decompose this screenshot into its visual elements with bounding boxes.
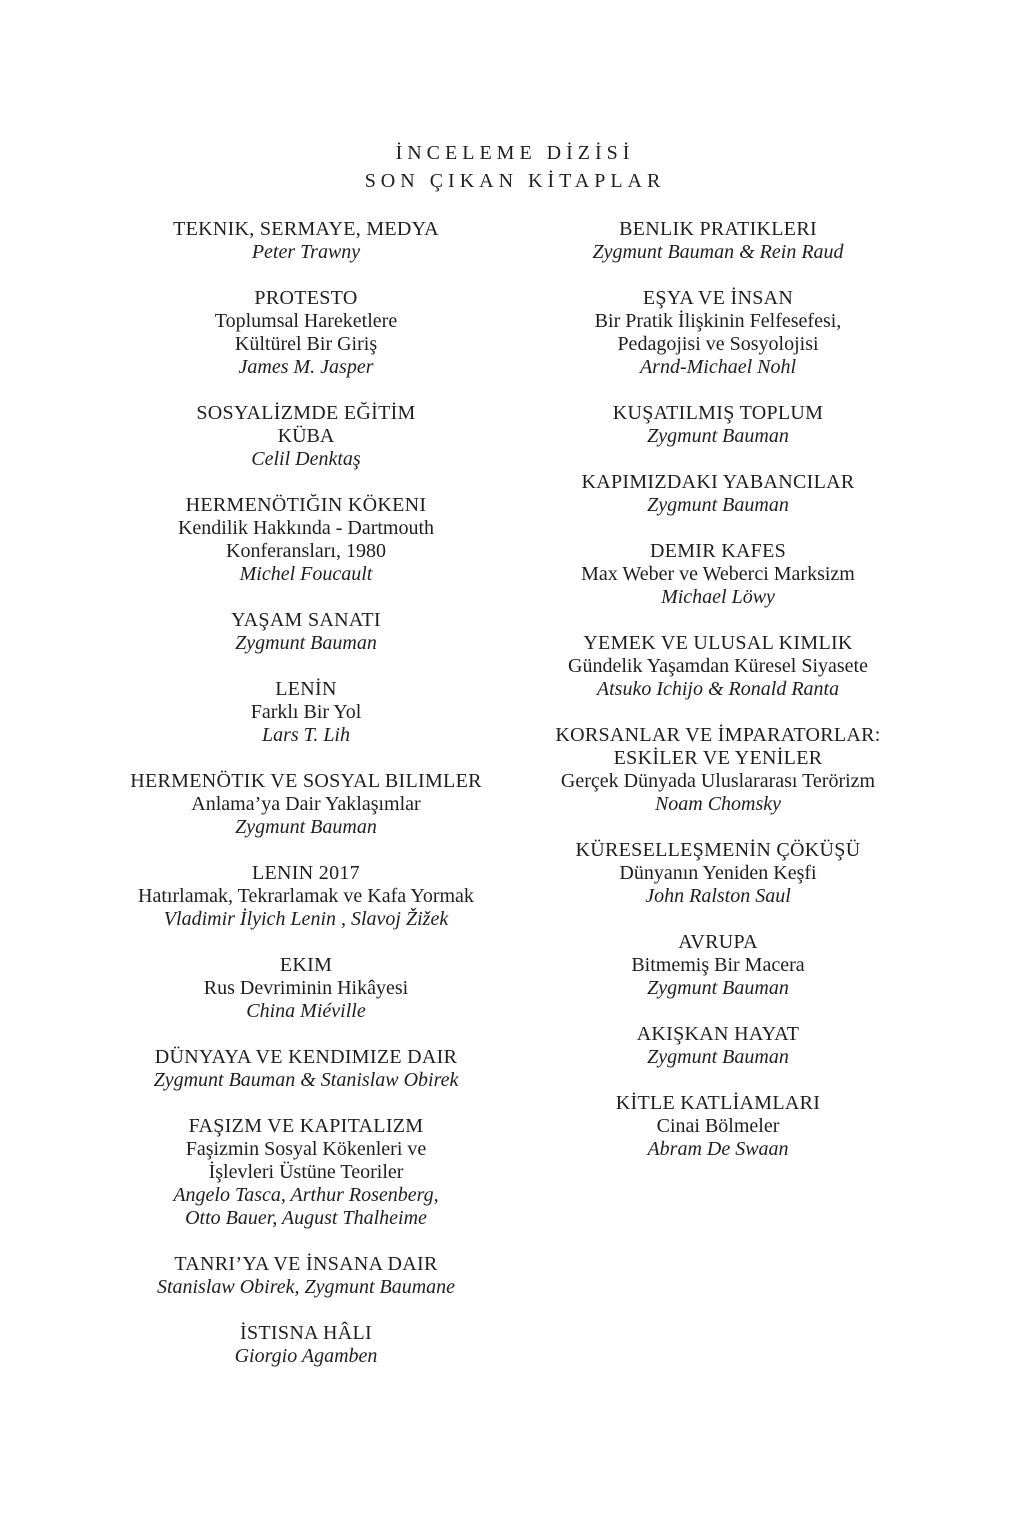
book-title: AKIŞKAN HAYAT: [636, 1023, 800, 1045]
book-title: YEMEK VE ULUSAL KIMLIK: [583, 632, 853, 654]
book-entry: [108, 609, 504, 655]
book-title: EŞYA VE İNSAN: [642, 287, 794, 309]
book-entry: [520, 218, 916, 264]
book-entry: [108, 494, 504, 586]
book-title: KİTLE KATLİAMLARI: [615, 1092, 821, 1114]
book-author: Zygmunt Bauman: [235, 816, 377, 838]
book-title: DEMIR KAFES: [649, 540, 787, 562]
book-subtitle: Pedagojisi ve Sosyolojisi: [617, 333, 819, 355]
book-author: Lars T. Lih: [261, 724, 350, 746]
book-author: Noam Chomsky: [654, 793, 782, 815]
book-title: HERMENÖTIK VE SOSYAL BILIMLER: [130, 770, 482, 792]
book-entry: [108, 1322, 504, 1368]
book-title: FAŞIZM VE KAPITALIZM: [188, 1115, 424, 1137]
book-author: Peter Trawny: [251, 241, 361, 263]
book-entry: [108, 862, 504, 931]
book-subtitle: KÜBA: [277, 425, 335, 447]
book-subtitle: Max Weber ve Weberci Marksizm: [581, 563, 855, 585]
book-title-line-2: ESKİLER VE YENİLER: [613, 747, 823, 769]
book-author: Michel Foucault: [239, 563, 373, 585]
book-author: Arnd-Michael Nohl: [639, 356, 797, 378]
book-author: China Miéville: [246, 1000, 366, 1022]
left-book-list: [108, 218, 504, 1391]
book-author: Angelo Tasca, Arthur Rosenberg,: [173, 1184, 439, 1206]
book-entry: [108, 1115, 504, 1230]
book-author: Abram De Swaan: [647, 1138, 789, 1160]
book-author: Stanislaw Obirek, Zygmunt Baumane: [156, 1276, 456, 1298]
book-title: KAPIMIZDAKI YABANCILAR: [581, 471, 855, 493]
book-title: LENIN 2017: [252, 862, 360, 884]
book-subtitle: Anlama’ya Dair Yaklaşımlar: [191, 793, 421, 815]
book-author: Celil Denktaş: [251, 448, 361, 470]
book-author: Giorgio Agamben: [234, 1345, 378, 1367]
book-title: HERMENÖTIĞIN KÖKENI: [185, 494, 427, 516]
book-subtitle: Dünyanın Yeniden Keşfi: [619, 862, 817, 884]
book-subtitle: Hatırlamak, Tekrarlamak ve Kafa Yormak: [138, 885, 474, 907]
book-title: KUŞATILMIŞ TOPLUM: [612, 402, 824, 424]
book-entry: [108, 402, 504, 471]
book-author: John Ralston Saul: [645, 885, 791, 907]
book-subtitle: Kültürel Bir Giriş: [234, 333, 378, 355]
book-author: Zygmunt Bauman: [647, 425, 789, 447]
book-subtitle: Rus Devriminin Hikâyesi: [203, 977, 409, 999]
book-title: BENLIK PRATIKLERI: [619, 218, 817, 240]
book-entry: [520, 540, 916, 609]
book-author: James M. Jasper: [238, 356, 374, 378]
book-entry: [108, 287, 504, 379]
book-entry: [520, 1092, 916, 1161]
book-title: SOSYALİZMDE EĞİTİM: [196, 402, 416, 424]
book-title: YAŞAM SANATI: [231, 609, 381, 631]
book-title: KORSANLAR VE İMPARATORLAR:: [555, 724, 881, 746]
book-author: Otto Bauer, August Thalheime: [185, 1207, 427, 1229]
book-subtitle: Faşizmin Sosyal Kökenleri ve: [185, 1138, 427, 1160]
book-title: DÜNYAYA VE KENDIMIZE DAIR: [154, 1046, 458, 1068]
book-subtitle: Bir Pratik İlişkinin Felfesefesi,: [594, 310, 842, 332]
book-author: Michael Löwy: [661, 586, 775, 608]
book-title: TEKNIK, SERMAYE, MEDYA: [173, 218, 439, 240]
book-subtitle: Cinai Bölmeler: [656, 1115, 780, 1137]
book-entry: [520, 402, 916, 448]
book-subtitle: Gündelik Yaşamdan Küresel Siyasete: [568, 655, 868, 677]
series-subtitle: SON ÇIKAN KİTAPLAR: [364, 170, 666, 192]
book-entry: [520, 839, 916, 908]
book-author: Zygmunt Bauman: [235, 632, 377, 654]
book-entry: [108, 1253, 504, 1299]
book-author: Zygmunt Bauman: [647, 977, 789, 999]
book-subtitle: İşlevleri Üstüne Teoriler: [208, 1161, 404, 1183]
book-title: LENİN: [275, 678, 337, 700]
book-title: İSTISNA HÂLI: [240, 1322, 372, 1344]
book-entry: [520, 931, 916, 1000]
book-title: KÜRESELLEŞMENİN ÇÖKÜŞÜ: [575, 839, 861, 861]
book-subtitle: Gerçek Dünyada Uluslararası Terörizm: [560, 770, 876, 792]
book-subtitle: Farklı Bir Yol: [250, 701, 362, 723]
book-entry: [520, 632, 916, 701]
book-author: Vladimir İlyich Lenin , Slavoj Žižek: [163, 908, 449, 930]
book-entry: [520, 287, 916, 379]
right-book-list: [520, 218, 916, 1184]
book-entry: [108, 678, 504, 747]
book-entry: [108, 770, 504, 839]
book-entry: [108, 1046, 504, 1092]
book-author: Zygmunt Bauman: [647, 1046, 789, 1068]
book-entry: [520, 724, 916, 816]
book-author: Zygmunt Bauman: [647, 494, 789, 516]
book-author: Zygmunt Bauman & Stanislaw Obirek: [153, 1069, 459, 1091]
book-title: AVRUPA: [678, 931, 758, 953]
book-author: Atsuko Ichijo & Ronald Ranta: [596, 678, 840, 700]
book-entry: [108, 218, 504, 264]
book-subtitle: Toplumsal Hareketlere: [214, 310, 398, 332]
book-entry: [108, 954, 504, 1023]
book-entry: [520, 471, 916, 517]
book-subtitle: Kendilik Hakkında - Dartmouth: [177, 517, 435, 539]
book-title: EKIM: [279, 954, 333, 976]
book-title: TANRI’YA VE İNSANA DAIR: [174, 1253, 438, 1275]
book-subtitle: Bitmemiş Bir Macera: [631, 954, 805, 976]
series-title: İNCELEME DİZİSİ: [395, 142, 635, 164]
book-title: PROTESTO: [254, 287, 358, 309]
book-entry: [520, 1023, 916, 1069]
book-subtitle: Konferansları, 1980: [226, 540, 386, 562]
book-author: Zygmunt Bauman & Rein Raud: [592, 241, 844, 263]
